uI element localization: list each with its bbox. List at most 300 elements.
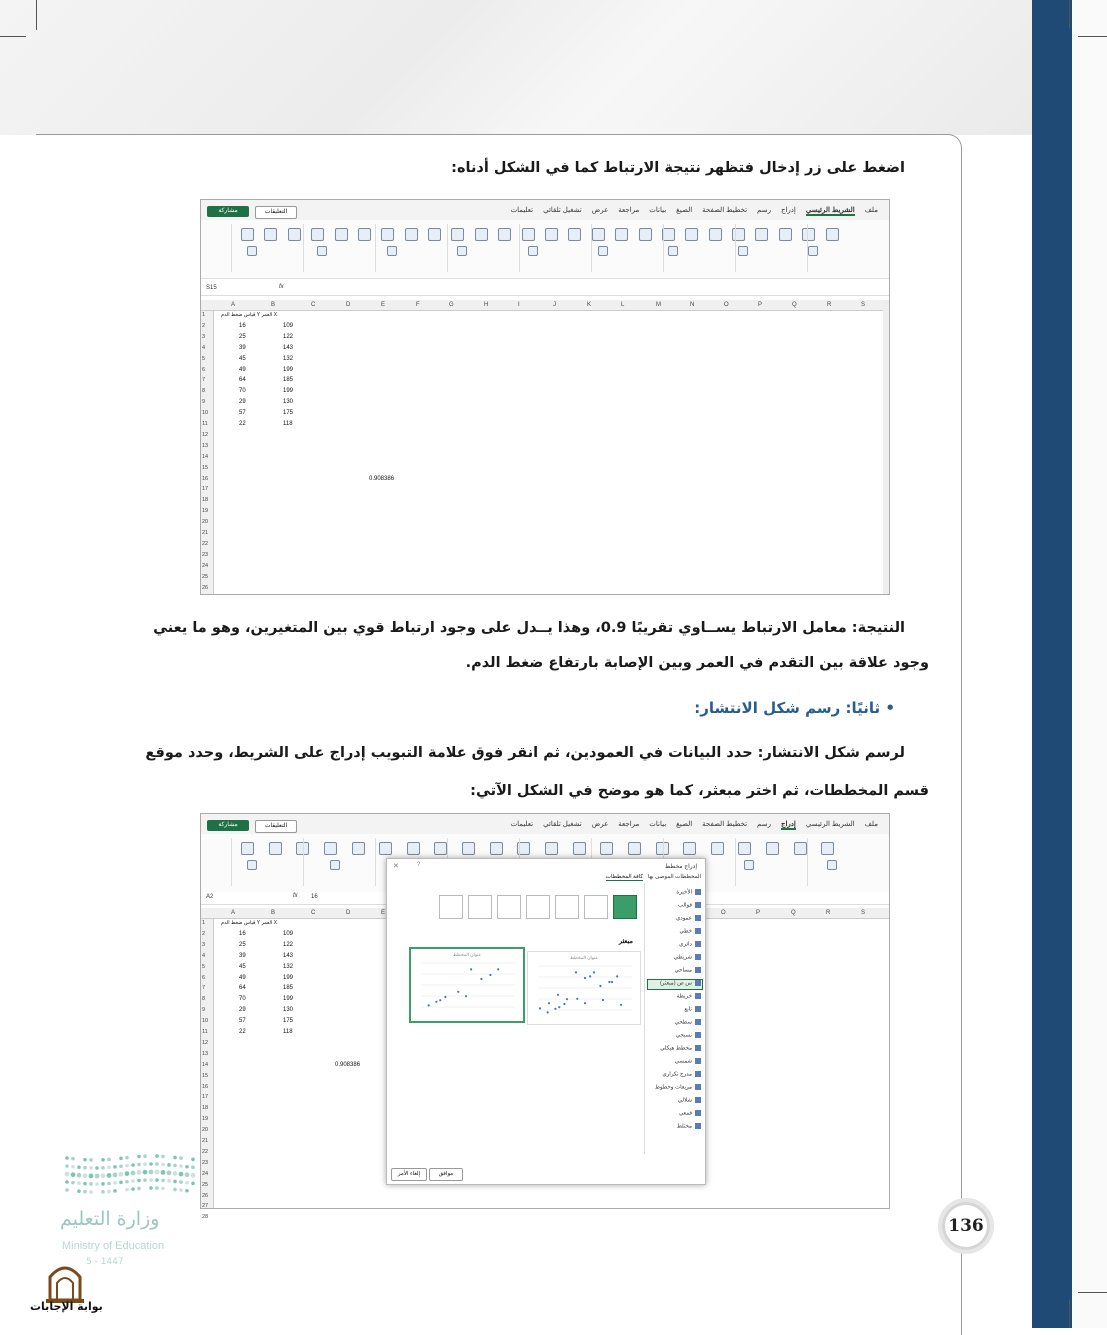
column-header[interactable]: K [587, 302, 592, 308]
chart-type-item[interactable] [678, 902, 701, 908]
row-number[interactable]: 7 [202, 377, 206, 384]
share-button[interactable]: مشاركة [207, 206, 249, 217]
row-number[interactable]: 7 [202, 985, 206, 992]
ribbon-icon[interactable] [241, 228, 254, 241]
column-header[interactable]: P [758, 302, 763, 308]
name-box[interactable]: A2 [206, 894, 214, 900]
preview-title: عنوان المخطط [452, 952, 482, 957]
ribbon-icon[interactable] [379, 842, 392, 855]
row-number[interactable]: 5 [202, 963, 206, 970]
logo-dot [77, 1165, 81, 1169]
chart-type-item[interactable] [678, 1097, 701, 1103]
scatter-text-line-2: قسم المخططات، ثم اختر مبعثر، كما هو موضح في الشكل الآتي: [470, 783, 929, 799]
row-number[interactable]: 14 [202, 453, 209, 460]
name-box[interactable]: S15 [206, 285, 217, 291]
scatter-subtype-icon[interactable] [613, 895, 637, 919]
ribbon-tab[interactable]: رسم [757, 207, 771, 214]
cell-age[interactable]: 25 [239, 333, 246, 340]
chart-preview-1[interactable] [409, 947, 525, 1023]
scatter-subtype-icon[interactable] [584, 895, 608, 919]
ribbon-tab[interactable]: الشريط الرئيسي [805, 207, 855, 214]
preview-point [465, 995, 467, 997]
column-header[interactable]: I [518, 302, 520, 308]
row-number[interactable]: 10 [202, 1018, 209, 1025]
chart-type-item[interactable] [679, 1110, 701, 1116]
row-number[interactable]: 17 [202, 1094, 209, 1101]
row-number[interactable]: 15 [202, 464, 209, 471]
row-number[interactable]: 8 [202, 388, 206, 395]
row-number[interactable]: 6 [202, 366, 206, 373]
ribbon-icon[interactable] [573, 842, 586, 855]
ribbon-icon[interactable] [808, 246, 818, 256]
logo-dot [77, 1181, 81, 1185]
column-header[interactable]: Q [791, 910, 796, 916]
column-header[interactable]: F [416, 302, 420, 308]
ribbon-icon[interactable] [288, 228, 301, 241]
crop-mark [1078, 36, 1107, 37]
preview-point [584, 977, 586, 979]
row-number[interactable]: 1 [202, 312, 206, 318]
ribbon-icon[interactable] [457, 246, 467, 256]
ribbon-icon[interactable] [821, 842, 834, 855]
tab-all-charts[interactable]: كافة المخططات [605, 874, 643, 880]
row-number[interactable]: 14 [202, 1061, 209, 1068]
cell-pressure[interactable]: 175 [283, 410, 294, 417]
ribbon-icon[interactable] [358, 228, 371, 241]
logo-dot [83, 1173, 88, 1178]
chart-type-item[interactable] [676, 915, 701, 921]
preview-point [608, 981, 610, 983]
ribbon-group-divider [231, 838, 232, 886]
row-number[interactable]: 11 [202, 1029, 208, 1035]
row-number[interactable]: 21 [202, 530, 209, 536]
row-number[interactable]: 23 [202, 1159, 209, 1166]
ribbon-icon[interactable] [709, 228, 722, 241]
ribbon-tab[interactable]: الشريط الرئيسي [805, 821, 855, 828]
logo-dot [173, 1164, 177, 1168]
cell-pressure[interactable]: 132 [283, 963, 294, 970]
column-header[interactable]: R [826, 910, 831, 916]
chart-type-item[interactable] [677, 1123, 701, 1129]
ribbon-icon[interactable] [545, 842, 558, 855]
logo-dot [113, 1165, 117, 1169]
cell-age[interactable]: 22 [239, 421, 246, 427]
ribbon-icon[interactable] [247, 246, 257, 256]
cell-age[interactable]: 16 [239, 930, 246, 937]
row-number[interactable]: 22 [202, 540, 209, 547]
ribbon-icon[interactable] [475, 228, 488, 241]
logo-dot [71, 1172, 76, 1177]
row-number[interactable]: 19 [202, 508, 209, 515]
logo-dot [167, 1179, 171, 1183]
cell-age[interactable]: 22 [239, 1029, 246, 1035]
row-number[interactable]: 12 [202, 1039, 209, 1046]
ribbon-icon[interactable] [827, 860, 837, 870]
ribbon-icon[interactable] [738, 246, 748, 256]
cell-age[interactable]: 29 [239, 1007, 246, 1014]
cell-pressure[interactable]: 130 [283, 399, 294, 406]
chart-type-item[interactable] [677, 993, 701, 999]
row-number[interactable]: 9 [202, 1007, 206, 1014]
cell-age[interactable]: 64 [239, 985, 246, 992]
column-header[interactable]: S [861, 910, 866, 916]
column-header[interactable]: H [484, 302, 489, 308]
chart-type-icon [695, 928, 701, 934]
cell-pressure[interactable]: 130 [283, 1007, 294, 1014]
row-number[interactable]: 8 [202, 996, 206, 1003]
scatter-subtype-icon[interactable] [497, 895, 521, 919]
ribbon-icon[interactable] [779, 228, 792, 241]
cell-age[interactable]: 57 [239, 1018, 246, 1025]
chart-preview-2[interactable] [527, 951, 641, 1025]
portal-label: بوابة الإجابات [30, 1300, 103, 1313]
chart-type-item[interactable] [674, 967, 701, 973]
ribbon-tab[interactable]: مراجعة [618, 207, 640, 214]
cell-age[interactable]: 16 [239, 322, 246, 329]
chart-type-label: خريطة [676, 993, 692, 1000]
cell-age[interactable]: 70 [239, 388, 246, 395]
logo-dot [131, 1179, 135, 1183]
logo-dot [161, 1163, 165, 1167]
cell-age[interactable]: 45 [239, 963, 246, 970]
preview-plot [528, 952, 640, 1024]
chart-type-item[interactable] [660, 1045, 701, 1051]
chart-type-item[interactable] [676, 889, 701, 895]
ribbon-icon[interactable] [324, 842, 337, 855]
chart-type-item[interactable] [674, 954, 701, 960]
ribbon-tab[interactable]: ملف [864, 207, 878, 214]
cell-pressure[interactable]: 199 [283, 996, 294, 1003]
ribbon-tab[interactable]: رسم [757, 821, 771, 828]
row-number[interactable]: 1 [202, 920, 206, 926]
ribbon-tabs [201, 814, 889, 834]
preview-point [616, 975, 618, 977]
cell-age[interactable]: 49 [239, 974, 246, 981]
cell-age[interactable]: 57 [239, 410, 246, 417]
cell-age[interactable]: 70 [239, 996, 246, 1003]
ribbon-tab[interactable]: تعليمات [510, 207, 534, 214]
ribbon-icon[interactable] [498, 228, 511, 241]
logo-dot [65, 1172, 70, 1177]
ribbon-icon[interactable] [711, 842, 724, 855]
chart-type-item[interactable] [684, 1006, 701, 1012]
ribbon-icon[interactable] [598, 246, 608, 256]
ribbon-tab[interactable]: تعليمات [510, 821, 534, 828]
ribbon-icon[interactable] [490, 842, 503, 855]
row-number[interactable]: 23 [202, 551, 209, 558]
chart-type-item[interactable] [660, 980, 701, 986]
logo-dot [137, 1187, 141, 1191]
ribbon-tab[interactable]: الصيغ [676, 821, 693, 828]
row-number[interactable]: 24 [202, 562, 209, 569]
row-number[interactable]: 28 [202, 1214, 209, 1221]
formula-value[interactable]: 16 [311, 894, 318, 900]
ribbon-icon[interactable] [387, 246, 397, 256]
cell-pressure[interactable]: 199 [283, 366, 294, 373]
ribbon-icon[interactable] [451, 228, 464, 241]
row-number[interactable]: 9 [202, 399, 206, 406]
ribbon-icon[interactable] [600, 842, 613, 855]
row-number[interactable]: 25 [202, 573, 209, 580]
column-header[interactable]: R [827, 302, 832, 308]
ribbon-icon[interactable] [528, 246, 538, 256]
ribbon-icon[interactable] [428, 228, 441, 241]
dialog-title: إدراج مخطط [664, 864, 697, 870]
ribbon-icon[interactable] [615, 228, 628, 241]
share-button[interactable]: مشاركة [207, 820, 249, 831]
vertical-scrollbar[interactable] [883, 300, 889, 594]
cell-pressure[interactable]: 199 [283, 974, 294, 981]
column-header[interactable]: B [271, 910, 276, 916]
chart-type-item[interactable] [679, 941, 701, 947]
column-header[interactable]: D [346, 302, 351, 308]
header-cell-y[interactable]: قياس ضغط الدم Y العمر X [221, 920, 278, 926]
chart-type-label: شريطي [673, 954, 692, 961]
cell-pressure[interactable]: 132 [283, 355, 294, 362]
chart-type-label: قوالب [677, 902, 692, 909]
ribbon-icon[interactable] [766, 842, 779, 855]
cell-pressure[interactable]: 109 [283, 930, 294, 937]
row-headers [201, 919, 214, 1221]
ribbon-tab[interactable]: تشغيل تلقائي [543, 207, 582, 214]
row-number[interactable]: 20 [202, 519, 209, 526]
column-header[interactable]: J [553, 302, 556, 308]
chart-type-icon [695, 1019, 701, 1025]
ribbon-icon[interactable] [247, 860, 257, 870]
ribbon-icon[interactable] [794, 842, 807, 855]
cell-age[interactable]: 25 [239, 941, 246, 948]
ribbon-icon[interactable] [685, 228, 698, 241]
column-header[interactable]: M [656, 302, 661, 308]
row-number[interactable]: 13 [202, 442, 209, 449]
ribbon-icon[interactable] [732, 228, 745, 241]
row-number[interactable]: 6 [202, 974, 206, 981]
row-number[interactable]: 5 [202, 355, 206, 362]
ribbon-tab[interactable]: الصيغ [676, 207, 693, 214]
cell-age[interactable]: 45 [239, 355, 246, 362]
ribbon-icon[interactable] [628, 842, 641, 855]
ribbon-tab[interactable]: تشغيل تلقائي [543, 821, 582, 828]
preview-point [589, 975, 591, 977]
column-header[interactable]: E [381, 302, 386, 308]
comments-button[interactable]: التعليقات [255, 206, 297, 219]
row-number[interactable]: 26 [202, 1192, 209, 1199]
column-header[interactable]: E [381, 910, 386, 916]
ribbon-tab[interactable]: تخطيط الصفحة [702, 821, 748, 828]
logo-dot [83, 1166, 87, 1170]
ribbon-icon[interactable] [755, 228, 768, 241]
cell-pressure[interactable]: 122 [283, 941, 294, 948]
row-number[interactable]: 2 [202, 322, 206, 329]
ribbon-icon[interactable] [545, 228, 558, 241]
crop-mark [1069, 1300, 1070, 1328]
logo-dot [125, 1164, 129, 1168]
ribbon-icon[interactable] [434, 842, 447, 855]
cancel-button[interactable]: إلغاء الأمر [391, 1168, 427, 1181]
ribbon-icon[interactable] [744, 860, 754, 870]
scatter-subtype-icon[interactable] [439, 895, 463, 919]
row-number[interactable]: 24 [202, 1170, 209, 1177]
column-header[interactable]: P [756, 910, 761, 916]
ribbon-icon[interactable] [264, 228, 277, 241]
crop-mark [36, 0, 37, 30]
cell-pressure[interactable]: 109 [283, 322, 294, 329]
row-number[interactable]: 19 [202, 1116, 209, 1123]
chart-type-label: خطي [679, 928, 692, 935]
cell-age[interactable]: 39 [239, 952, 246, 959]
ribbon-icon[interactable] [269, 842, 282, 855]
column-header[interactable]: L [621, 302, 625, 308]
ribbon-icon[interactable] [738, 842, 751, 855]
ok-button[interactable]: موافق [429, 1168, 463, 1181]
cell-pressure[interactable]: 122 [283, 333, 294, 340]
scatter-subtype-icon[interactable] [468, 895, 492, 919]
tab-recommended[interactable]: المخططات الموصى بها [647, 874, 701, 880]
ribbon-icon[interactable] [335, 228, 348, 241]
preview-point [480, 978, 482, 980]
ribbon-icon[interactable] [407, 842, 420, 855]
cell-age[interactable]: 29 [239, 399, 246, 406]
cell-pressure[interactable]: 185 [283, 377, 294, 384]
ministry-year: 5 - 1447 [86, 1257, 124, 1267]
ribbon-icon[interactable] [352, 842, 365, 855]
ribbon-icon[interactable] [241, 842, 254, 855]
cell-pressure[interactable]: 143 [283, 952, 294, 959]
ribbon-icon[interactable] [405, 228, 418, 241]
ribbon-group-divider [375, 224, 376, 272]
cell-age[interactable]: 64 [239, 377, 246, 384]
ribbon-icon[interactable] [381, 228, 394, 241]
ribbon-icon[interactable] [311, 228, 324, 241]
logo-dot [179, 1172, 184, 1177]
row-number[interactable]: 22 [202, 1148, 209, 1155]
chart-type-icon [695, 954, 701, 960]
ribbon-icon[interactable] [522, 228, 535, 241]
help-icon[interactable]: ? [417, 862, 421, 868]
logo-dot [185, 1189, 189, 1193]
logo-dot [179, 1180, 183, 1184]
cell-pressure[interactable]: 185 [283, 985, 294, 992]
row-number[interactable]: 27 [202, 1203, 209, 1210]
chart-type-icon [695, 1032, 701, 1038]
ribbon-icon[interactable] [683, 842, 696, 855]
result-cell[interactable]: 0.908386 [335, 1061, 361, 1068]
ribbon-tab[interactable]: ملف [864, 821, 878, 828]
cell-pressure[interactable]: 199 [283, 388, 294, 395]
ribbon-tab[interactable]: إدراج [780, 207, 796, 214]
row-number[interactable]: 18 [202, 1105, 209, 1112]
close-icon[interactable]: ✕ [393, 863, 399, 870]
ribbon-icon[interactable] [330, 860, 340, 870]
row-number[interactable]: 15 [202, 1072, 209, 1079]
ribbon-tab[interactable]: مراجعة [618, 821, 640, 828]
ribbon-icon[interactable] [668, 246, 678, 256]
scatter-subtype-icon[interactable] [555, 895, 579, 919]
column-header[interactable]: C [311, 302, 316, 308]
chart-type-item[interactable] [675, 1058, 701, 1064]
ribbon-tab[interactable]: عرض [591, 821, 609, 828]
preview-point [548, 1002, 550, 1004]
row-number[interactable]: 4 [202, 952, 206, 959]
ribbon-icon[interactable] [317, 246, 327, 256]
row-number[interactable]: 21 [202, 1138, 209, 1144]
column-header[interactable]: O [721, 910, 726, 916]
row-number[interactable]: 3 [202, 333, 206, 340]
row-number[interactable]: 17 [202, 486, 209, 493]
cell-age[interactable]: 49 [239, 366, 246, 373]
ribbon-icon[interactable] [462, 842, 475, 855]
scatter-subtype-icon[interactable] [526, 895, 550, 919]
row-number[interactable]: 25 [202, 1181, 209, 1188]
row-number[interactable]: 10 [202, 410, 209, 417]
cell-pressure[interactable]: 118 [283, 421, 293, 427]
chart-type-icon [695, 993, 701, 999]
chart-type-item[interactable] [675, 1019, 701, 1025]
column-header[interactable]: D [346, 910, 351, 916]
chart-type-item[interactable] [680, 928, 702, 934]
logo-dot [119, 1180, 123, 1184]
column-header[interactable]: O [724, 302, 729, 308]
logo-dot [173, 1180, 177, 1184]
row-number[interactable]: 16 [202, 475, 209, 482]
row-number[interactable]: 11 [202, 421, 208, 427]
ribbon-icon[interactable] [592, 228, 605, 241]
chart-type-item[interactable] [662, 1071, 701, 1077]
ribbon-tab[interactable]: إدراج [780, 821, 796, 828]
ribbon-tab[interactable]: بيانات [649, 207, 667, 214]
logo-dot [113, 1181, 117, 1185]
page-side-bar [1032, 0, 1072, 1328]
column-header[interactable]: C [311, 910, 316, 916]
row-number[interactable]: 13 [202, 1050, 209, 1057]
column-header[interactable]: Q [792, 302, 797, 308]
ribbon-tab[interactable]: عرض [591, 207, 609, 214]
column-header[interactable]: G [449, 302, 454, 308]
comments-button[interactable]: التعليقات [255, 820, 297, 833]
cell-pressure[interactable]: 143 [283, 344, 294, 351]
result-cell[interactable]: 0.908386 [369, 475, 395, 482]
column-header[interactable]: S [861, 302, 866, 308]
row-number[interactable]: 3 [202, 941, 206, 948]
row-number[interactable]: 2 [202, 930, 206, 937]
cell-pressure[interactable]: 118 [283, 1029, 293, 1035]
header-cell-y[interactable]: قياس ضغط الدم Y العمر X [221, 312, 278, 318]
chart-type-item[interactable] [655, 1084, 701, 1090]
row-number[interactable]: 16 [202, 1083, 209, 1090]
section-heading: • ثانيًا: رسم شكل الانتشار: [694, 699, 895, 717]
row-number[interactable]: 20 [202, 1127, 209, 1134]
ribbon-icon[interactable] [802, 228, 815, 241]
ribbon-icon[interactable] [639, 228, 652, 241]
ribbon-tab[interactable]: بيانات [649, 821, 667, 828]
row-number[interactable]: 26 [202, 584, 209, 591]
column-header[interactable]: A [231, 302, 236, 308]
cell-age[interactable]: 39 [239, 344, 246, 351]
column-header[interactable]: A [231, 910, 236, 916]
logo-dot [113, 1173, 118, 1178]
ribbon-tab[interactable]: تخطيط الصفحة [702, 207, 748, 214]
row-number[interactable]: 18 [202, 497, 209, 504]
cell-pressure[interactable]: 175 [283, 1018, 294, 1025]
ribbon-icon[interactable] [568, 228, 581, 241]
ribbon-icon[interactable] [826, 228, 839, 241]
column-header[interactable]: B [271, 302, 276, 308]
chart-type-item[interactable] [676, 1032, 701, 1038]
row-number[interactable]: 12 [202, 431, 209, 438]
row-number[interactable]: 4 [202, 344, 206, 351]
logo-dot [65, 1164, 69, 1168]
column-header[interactable]: N [690, 302, 695, 308]
